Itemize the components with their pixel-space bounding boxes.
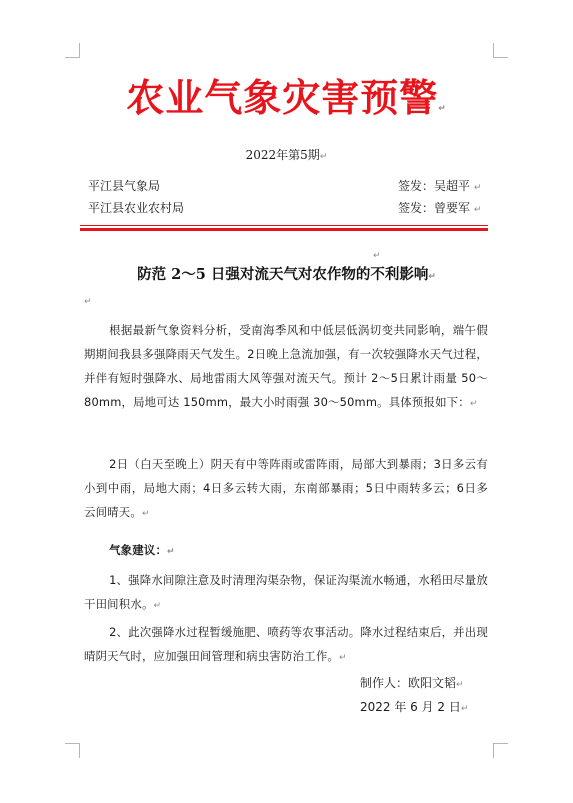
- signer-text: 签发：曾要军: [398, 201, 471, 215]
- crop-mark-bottom-right: [493, 743, 508, 758]
- paragraph-mark-icon: ↵: [438, 104, 447, 114]
- paragraph-mark-icon: ↵: [141, 509, 150, 519]
- advice-item-text: 2、此次强降水过程暂缓施肥、喷药等农事活动。降水过程结束后，并出现晴阴天气时，应加强田间管理和病虫害防治工作。: [84, 625, 488, 663]
- paragraph-mark-icon: ↵: [473, 183, 482, 193]
- paragraph-mark-icon: ↵: [473, 205, 482, 215]
- red-separator-thin: [80, 225, 488, 226]
- issue-number[interactable]: [0, 146, 573, 166]
- signer: [398, 199, 481, 219]
- article-title-text: 防范 2～5 日强对流天气对农作物的不利影响: [137, 266, 429, 283]
- document-date[interactable]: [360, 698, 468, 718]
- advice-item[interactable]: [84, 620, 488, 670]
- advice-heading[interactable]: [84, 538, 488, 564]
- advice-heading-text: 气象建议：: [109, 543, 168, 557]
- advice-item-text: 1、强降水间隙注意及时清理沟渠杂物，保证沟渠流水畅通，水稻田尽量放干田间积水。: [84, 573, 488, 611]
- document-author-text: 制作人：欧阳文韬: [360, 676, 457, 690]
- crop-mark-top-left: [65, 43, 80, 58]
- document-date-text: 2022 年 6 月 2 日: [360, 700, 461, 714]
- article-title[interactable]: [0, 264, 573, 288]
- paragraph-mark-icon: ↵: [456, 680, 464, 690]
- body-paragraph[interactable]: [84, 452, 488, 526]
- crop-mark-top-right: [493, 43, 508, 58]
- paragraph-mark-icon: ↵: [84, 297, 92, 307]
- advice-item[interactable]: [84, 568, 488, 618]
- paragraph-mark-icon: ↵: [319, 152, 328, 162]
- signer-text: 签发：吴超平: [398, 179, 471, 193]
- paragraph-mark-icon: ↵: [167, 547, 175, 557]
- document-title[interactable]: [0, 74, 573, 133]
- crop-mark-bottom-left: [65, 743, 80, 758]
- body-paragraph-text: 根据最新气象资料分析，受南海季风和中低层低涡切变共同影响，端午假期期间我县多强降雨天气发生。2日晚上急流加强，有一次较强降水天气过程，并伴有短时强降水、局地雷雨大风等强对流天气。预计 2～5日累计雨量 50～80mm，局地可达 150mm，最大小时雨强 30～50mm。具体预报如下：: [84, 323, 488, 409]
- paragraph-mark-icon: ↵: [373, 251, 381, 261]
- body-paragraph[interactable]: [84, 318, 488, 416]
- issuing-organization: 平江县农业农村局: [88, 201, 185, 215]
- paragraph-mark-icon: ↵: [339, 653, 347, 663]
- paragraph-mark-icon: ↵: [153, 601, 162, 611]
- document-author[interactable]: [360, 674, 464, 694]
- paragraph-mark-icon: ↵: [469, 399, 478, 409]
- issuing-organization: 平江县气象局: [88, 179, 161, 193]
- paragraph-mark-icon: ↵: [428, 272, 436, 282]
- document-title-text: 农业气象灾害预警: [126, 76, 439, 120]
- issue-number-text: 2022年第5期: [245, 148, 320, 162]
- paragraph-mark-icon: ↵: [460, 704, 469, 714]
- signer: [398, 177, 481, 197]
- body-paragraph-text: 2日（白天至晚上）阴天有中等阵雨或雷阵雨，局部大到暴雨；3日多云有小到中雨，局地大雨；4日多云转大雨，东南部暴雨；5日中雨转多云；6日多云间晴天。: [84, 457, 488, 519]
- red-separator-thick: [80, 228, 488, 231]
